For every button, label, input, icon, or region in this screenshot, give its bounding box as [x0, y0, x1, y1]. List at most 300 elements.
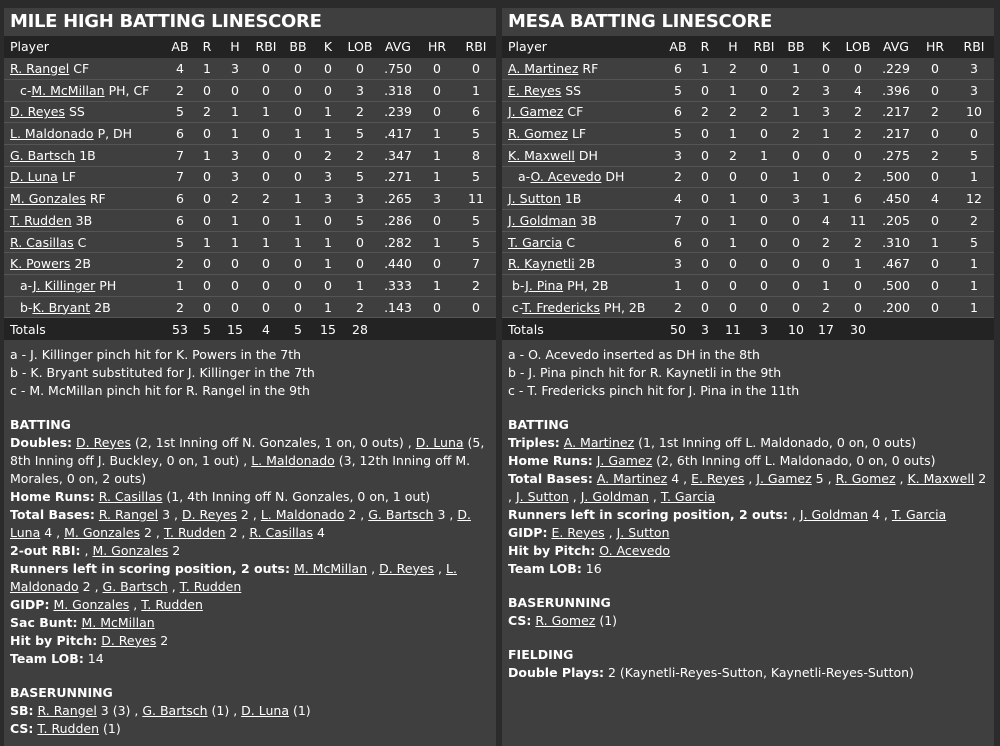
- total-cell: 5: [282, 318, 314, 340]
- player-link[interactable]: J. Goldman: [580, 488, 649, 504]
- player-link[interactable]: J. Gamez: [508, 104, 564, 120]
- player-position: LF: [571, 126, 587, 142]
- player-entry: [508, 148, 598, 163]
- player-position: RF: [89, 191, 106, 207]
- stat-cell: 0: [472, 60, 480, 76]
- stat-cell: 1: [760, 147, 768, 163]
- player-cell: [4, 123, 166, 145]
- stat-cell: 1: [854, 256, 862, 272]
- stat-cell: 2: [472, 277, 480, 293]
- stat-cell: 1: [231, 212, 239, 228]
- player-position: PH, CF: [108, 82, 150, 98]
- stat-cell: 5: [472, 169, 480, 185]
- stat-section: [502, 416, 994, 578]
- stat-cell: .417: [384, 126, 412, 142]
- player-position: PH, 2B: [604, 299, 646, 315]
- player-link[interactable]: O. Acevedo: [599, 542, 671, 558]
- player-link[interactable]: R. Rangel: [37, 702, 97, 718]
- player-link[interactable]: E. Reyes: [551, 524, 605, 540]
- stat-cell: 0: [433, 212, 441, 228]
- player-link[interactable]: D. Reyes: [379, 560, 435, 576]
- table-row: [502, 231, 994, 253]
- stat-text: 2 ,: [508, 470, 987, 504]
- stat-cell: 0: [203, 277, 211, 293]
- player-link[interactable]: G. Bartsch: [102, 578, 168, 594]
- stat-cell: 5: [356, 212, 364, 228]
- stat-cell: 0: [931, 169, 939, 185]
- player-link[interactable]: J. Gamez: [596, 452, 653, 468]
- total-cell: 28: [342, 318, 378, 340]
- substitution-note: a - O. Acevedo inserted as DH in the 8th: [508, 346, 760, 362]
- player-link[interactable]: M. Gonzales: [53, 596, 130, 612]
- stat-text: (1, 1st Inning off L. Maldonado, 0 on, 0 outs): [634, 434, 917, 450]
- player-link[interactable]: D. Reyes: [10, 104, 65, 120]
- stat-line: [10, 434, 490, 488]
- player-link[interactable]: J. Sutton: [515, 488, 569, 504]
- stat-text: ,: [367, 560, 380, 576]
- column-header: LOB: [840, 36, 876, 58]
- stat-line: [508, 524, 988, 542]
- stat-cell: 0: [931, 60, 939, 76]
- player-link[interactable]: R. Casillas: [98, 488, 163, 504]
- stat-cell: 1: [674, 277, 682, 293]
- player-link[interactable]: D. Luna: [241, 702, 289, 718]
- stat-cell: 0: [356, 234, 364, 250]
- stat-cell: 0: [294, 60, 302, 76]
- stat-cell: 1: [701, 60, 709, 76]
- stat-cell: 0: [324, 82, 332, 98]
- stat-cell: .310: [882, 234, 910, 250]
- player-link[interactable]: R. Casillas: [10, 234, 74, 250]
- sub-prefix: c-: [20, 82, 32, 98]
- stat-cell: 1: [324, 234, 332, 250]
- column-header: K: [812, 36, 840, 58]
- stat-cell: 1: [356, 277, 364, 293]
- player-link[interactable]: J. Gamez: [756, 470, 812, 486]
- column-header: R: [194, 36, 220, 58]
- substitution-notes: [502, 340, 994, 400]
- stat-cell: 0: [931, 82, 939, 98]
- player-link[interactable]: M. Gonzales: [64, 524, 140, 540]
- player-link[interactable]: E. Reyes: [508, 82, 562, 98]
- player-position: C: [566, 234, 576, 250]
- stat-cell: 0: [931, 299, 939, 315]
- stat-text: (1): [99, 720, 121, 736]
- player-cell: [502, 58, 664, 80]
- stat-text: (2, 1st Inning off N. Gonzales, 1 on, 0 outs) ,: [131, 434, 416, 450]
- stat-cell: 0: [760, 169, 768, 185]
- stat-cell: 4: [822, 212, 830, 228]
- player-link[interactable]: M. McMillan: [293, 560, 368, 576]
- stat-text: 14: [83, 650, 104, 666]
- player-link[interactable]: R. Gomez: [508, 126, 568, 142]
- stat-cell: .229: [882, 60, 910, 76]
- player-link[interactable]: D. Luna: [10, 506, 471, 540]
- player-link[interactable]: J. Goldman: [799, 506, 869, 522]
- stat-cell: 1: [231, 126, 239, 142]
- player-link[interactable]: T. Garcia: [508, 234, 563, 250]
- table-row: [502, 210, 994, 232]
- player-link[interactable]: T. Garcia: [660, 488, 716, 504]
- stat-cell: 0: [324, 60, 332, 76]
- player-entry: [508, 300, 645, 315]
- total-cell-empty: [876, 318, 916, 340]
- stat-cell: 0: [701, 169, 709, 185]
- player-link[interactable]: D. Reyes: [101, 632, 157, 648]
- stat-cell: 2: [970, 212, 978, 228]
- stat-cell: 0: [356, 60, 364, 76]
- total-cell-empty: [378, 318, 418, 340]
- player-link[interactable]: M. Gonzales: [10, 191, 86, 207]
- batting-table: [4, 36, 496, 340]
- player-link[interactable]: A. Martinez: [508, 60, 579, 76]
- stat-cell: 0: [792, 299, 800, 315]
- stat-cell: 0: [760, 256, 768, 272]
- player-link[interactable]: T. Rudden: [141, 596, 203, 612]
- stat-cell: .265: [384, 191, 412, 207]
- player-link[interactable]: T. Garcia: [891, 506, 947, 522]
- player-link[interactable]: L. Maldonado: [10, 560, 457, 594]
- player-link[interactable]: J. Killinger: [32, 277, 96, 293]
- player-position: PH, 2B: [567, 277, 609, 293]
- table-row: [4, 210, 496, 232]
- player-link[interactable]: G. Bartsch: [10, 147, 76, 163]
- stat-cell: 1: [433, 169, 441, 185]
- column-header: Player: [502, 36, 664, 58]
- player-link[interactable]: M. McMillan: [81, 614, 155, 630]
- column-header: RBI: [954, 36, 994, 58]
- player-entry: [508, 169, 624, 184]
- stat-line: [508, 434, 988, 452]
- section-heading: BATTING: [508, 416, 569, 432]
- player-link[interactable]: G. Bartsch: [142, 702, 208, 718]
- stat-cell: 2: [792, 82, 800, 98]
- table-header-row: [502, 36, 994, 58]
- stat-cell: 11: [850, 212, 866, 228]
- stat-cell: .217: [882, 104, 910, 120]
- player-link[interactable]: T. Rudden: [163, 524, 226, 540]
- stat-line: [10, 650, 490, 668]
- stat-cell: 0: [760, 191, 768, 207]
- stat-cell: 2: [203, 104, 211, 120]
- stat-text: (1, 4th Inning off N. Gonzales, 0 on, 1 out): [162, 488, 431, 504]
- stat-cell: 11: [468, 191, 484, 207]
- stat-cell: 2: [176, 82, 184, 98]
- player-link[interactable]: M. Gonzales: [92, 542, 169, 558]
- stat-cell: .217: [882, 126, 910, 142]
- stat-cell: 2: [822, 299, 830, 315]
- stat-cell: 0: [729, 169, 737, 185]
- stat-text: 3 ,: [158, 506, 182, 522]
- table-row: [4, 275, 496, 297]
- player-cell: [502, 210, 664, 232]
- stat-section: [4, 684, 496, 738]
- player-link[interactable]: T. Rudden: [179, 578, 242, 594]
- stat-label: CS:: [10, 720, 34, 736]
- batting-table: [502, 36, 994, 340]
- stat-cell: 0: [262, 256, 270, 272]
- stat-label: Runners left in scoring position, 2 outs:: [508, 506, 788, 522]
- player-link[interactable]: R. Casillas: [249, 524, 314, 540]
- player-link[interactable]: T. Rudden: [10, 212, 72, 228]
- stat-text: (1): [595, 612, 618, 628]
- stat-cell: 5: [472, 234, 480, 250]
- stat-cell: 0: [262, 147, 270, 163]
- stat-cell: 3: [231, 60, 239, 76]
- player-link[interactable]: R. Rangel: [10, 60, 70, 76]
- stat-text: 2 ,: [140, 524, 164, 540]
- player-cell: [502, 188, 664, 210]
- stat-label: 2-out RBI:: [10, 542, 81, 558]
- stat-cell: 2: [356, 299, 364, 315]
- stat-cell: 1: [970, 277, 978, 293]
- stat-cell: 0: [970, 126, 978, 142]
- table-row: [4, 101, 496, 123]
- player-position: 2B: [578, 256, 596, 272]
- stat-text: 2 ,: [225, 524, 250, 540]
- stat-text: 4: [313, 524, 325, 540]
- player-cell: [502, 296, 664, 318]
- table-row: [502, 188, 994, 210]
- player-link[interactable]: R. Kaynetli: [508, 256, 575, 272]
- stat-cell: 0: [701, 147, 709, 163]
- stat-cell: 2: [356, 104, 364, 120]
- stat-cell: 0: [931, 212, 939, 228]
- stat-cell: 0: [294, 169, 302, 185]
- stat-label: GIDP:: [10, 596, 50, 612]
- stat-cell: 0: [433, 104, 441, 120]
- player-link[interactable]: M. McMillan: [31, 82, 105, 98]
- stat-cell: 5: [356, 169, 364, 185]
- table-row: [4, 188, 496, 210]
- stat-cell: 0: [792, 234, 800, 250]
- column-header: H: [220, 36, 250, 58]
- player-cell: [4, 231, 166, 253]
- stat-cell: 6: [176, 126, 184, 142]
- player-link[interactable]: L. Maldonado: [10, 126, 94, 142]
- stat-cell: 1: [822, 277, 830, 293]
- stat-cell: 2: [931, 104, 939, 120]
- stat-cell: 2: [729, 60, 737, 76]
- stat-cell: .396: [882, 82, 910, 98]
- player-link[interactable]: T. Fredericks: [522, 299, 601, 315]
- stat-cell: 0: [262, 60, 270, 76]
- player-link[interactable]: L. Maldonado: [251, 452, 335, 468]
- stat-cell: 1: [324, 256, 332, 272]
- player-link[interactable]: R. Gomez: [535, 612, 596, 628]
- stat-cell: 3: [324, 191, 332, 207]
- stat-cell: 0: [231, 256, 239, 272]
- stat-cell: 0: [262, 277, 270, 293]
- stat-cell: .271: [384, 169, 412, 185]
- player-position: RF: [582, 60, 599, 76]
- stat-cell: 2: [356, 147, 364, 163]
- stat-cell: .286: [384, 212, 412, 228]
- stat-cell: 0: [701, 277, 709, 293]
- player-link[interactable]: J. Goldman: [508, 212, 577, 228]
- player-position: DH: [605, 169, 625, 185]
- player-link[interactable]: G. Bartsch: [368, 506, 434, 522]
- stat-label: Total Bases:: [10, 506, 95, 522]
- stat-cell: 0: [294, 256, 302, 272]
- stat-label: Home Runs:: [508, 452, 593, 468]
- total-cell: 50: [664, 318, 692, 340]
- stat-cell: 1: [729, 82, 737, 98]
- player-link[interactable]: K. Maxwell: [508, 147, 575, 163]
- stat-cell: 3: [231, 147, 239, 163]
- totals-label: Totals: [4, 318, 166, 340]
- stat-cell: 6: [472, 104, 480, 120]
- stat-cell: 3: [822, 82, 830, 98]
- stat-text: 3 (3) ,: [96, 702, 143, 718]
- player-entry: [10, 169, 76, 184]
- stat-cell: 1: [262, 104, 270, 120]
- player-cell: [4, 101, 166, 123]
- player-link[interactable]: J. Sutton: [616, 524, 670, 540]
- column-header: AB: [166, 36, 194, 58]
- stat-text: ,: [787, 506, 800, 522]
- stat-cell: 0: [792, 212, 800, 228]
- player-link[interactable]: D. Reyes: [76, 434, 131, 450]
- column-header: HR: [916, 36, 954, 58]
- player-entry: [508, 126, 586, 141]
- column-header: RBI: [456, 36, 496, 58]
- stat-cell: 0: [324, 212, 332, 228]
- stat-cell: .333: [384, 277, 412, 293]
- player-entry: [508, 83, 581, 98]
- stat-text: 2 (Kaynetli-Reyes-Sutton, Kaynetli-Reyes-Sutton): [604, 664, 914, 680]
- stat-section: [502, 594, 994, 630]
- stat-cell: 6: [176, 191, 184, 207]
- stat-text: 4 ,: [40, 524, 65, 540]
- player-link[interactable]: O. Acevedo: [530, 169, 602, 185]
- stat-cell: .275: [882, 147, 910, 163]
- player-entry: [508, 213, 597, 228]
- player-link[interactable]: K. Bryant: [32, 299, 91, 315]
- column-header: RBI: [250, 36, 282, 58]
- stat-cell: 0: [433, 60, 441, 76]
- stat-cell: 10: [966, 104, 982, 120]
- player-link[interactable]: R. Gomez: [835, 470, 896, 486]
- player-link[interactable]: K. Maxwell: [907, 470, 975, 486]
- player-cell: [4, 188, 166, 210]
- stat-cell: .440: [384, 256, 412, 272]
- stat-cell: 0: [701, 212, 709, 228]
- stat-cell: .500: [882, 277, 910, 293]
- table-row: [502, 79, 994, 101]
- stat-cell: 0: [760, 299, 768, 315]
- player-link[interactable]: D. Reyes: [181, 506, 237, 522]
- player-link[interactable]: D. Luna: [415, 434, 464, 450]
- player-link[interactable]: R. Rangel: [98, 506, 159, 522]
- stat-cell: 1: [729, 212, 737, 228]
- stat-line: [10, 614, 490, 632]
- player-entry: [10, 278, 116, 293]
- table-row: [502, 166, 994, 188]
- stat-text: (2, 6th Inning off L. Maldonado, 0 on, 0 outs): [652, 452, 936, 468]
- table-row: [4, 166, 496, 188]
- stat-text: (5, 8th Inning off J. Buckley, 0 on, 1 out) ,: [10, 434, 485, 468]
- stat-cell: 5: [176, 234, 184, 250]
- stat-cell: 0: [854, 299, 862, 315]
- table-row: [4, 144, 496, 166]
- player-entry: [10, 61, 89, 76]
- stat-label: Doubles:: [10, 434, 73, 450]
- stat-cell: 0: [854, 60, 862, 76]
- stat-text: 3 ,: [433, 506, 458, 522]
- sub-prefix: b-: [20, 299, 33, 315]
- player-position: 1B: [79, 147, 96, 163]
- player-link[interactable]: A. Martinez: [596, 470, 668, 486]
- stat-text: 4 ,: [667, 470, 692, 486]
- player-link[interactable]: D. Luna: [10, 169, 58, 185]
- player-link[interactable]: A. Martinez: [563, 434, 635, 450]
- player-link[interactable]: T. Rudden: [37, 720, 100, 736]
- stat-cell: 1: [324, 299, 332, 315]
- stat-cell: .239: [384, 104, 412, 120]
- player-entry: [508, 191, 581, 206]
- stat-cell: 0: [433, 256, 441, 272]
- stat-cell: 12: [966, 191, 982, 207]
- stat-sections: [4, 416, 496, 738]
- player-link[interactable]: E. Reyes: [691, 470, 745, 486]
- stat-cell: 1: [203, 234, 211, 250]
- stat-cell: 2: [176, 299, 184, 315]
- player-link[interactable]: J. Sutton: [508, 191, 561, 207]
- stat-cell: 0: [294, 277, 302, 293]
- stat-line: [10, 702, 490, 720]
- stat-cell: 0: [701, 234, 709, 250]
- player-link[interactable]: K. Powers: [10, 256, 71, 272]
- stat-label: CS:: [508, 612, 532, 628]
- player-link[interactable]: J. Pina: [525, 277, 564, 293]
- stat-cell: .200: [882, 299, 910, 315]
- stat-cell: 6: [674, 234, 682, 250]
- player-position: SS: [565, 82, 582, 98]
- stat-cell: 1: [792, 169, 800, 185]
- stat-label: Hit by Pitch:: [10, 632, 98, 648]
- stat-cell: 5: [472, 126, 480, 142]
- stat-cell: 0: [203, 212, 211, 228]
- stat-text: ,: [434, 560, 446, 576]
- sub-prefix: a-: [20, 277, 33, 293]
- stat-cell: 3: [433, 191, 441, 207]
- column-header: AVG: [876, 36, 916, 58]
- stat-cell: 5: [970, 234, 978, 250]
- stat-cell: 3: [970, 60, 978, 76]
- stat-cell: 1: [822, 126, 830, 142]
- total-cell-empty: [456, 318, 496, 340]
- player-entry: [10, 235, 86, 250]
- stat-cell: 0: [231, 299, 239, 315]
- stat-line: [508, 560, 988, 578]
- player-position: 1B: [564, 191, 582, 207]
- player-entry: [10, 256, 91, 271]
- stat-cell: .282: [384, 234, 412, 250]
- mesa-batting-panel: [502, 8, 994, 746]
- stat-cell: 2: [701, 104, 709, 120]
- totals-label: Totals: [502, 318, 664, 340]
- player-link[interactable]: L. Maldonado: [260, 506, 345, 522]
- stat-cell: 0: [701, 191, 709, 207]
- stat-cell: 3: [356, 191, 364, 207]
- stat-cell: 0: [760, 126, 768, 142]
- stat-cell: 0: [262, 82, 270, 98]
- stat-text: 4 ,: [868, 506, 892, 522]
- player-position: LF: [61, 169, 76, 185]
- stat-cell: 0: [203, 191, 211, 207]
- table-row: [4, 123, 496, 145]
